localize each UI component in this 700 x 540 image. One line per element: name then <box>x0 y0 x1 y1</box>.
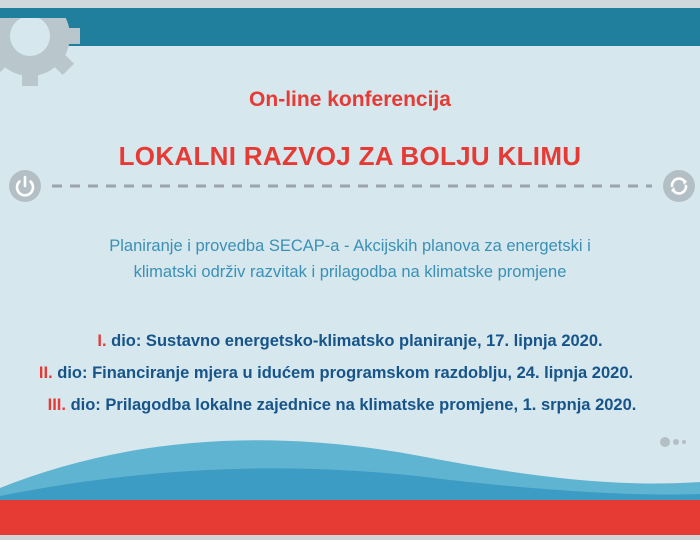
top-bar <box>0 8 700 46</box>
part-number: II. <box>38 364 53 382</box>
part-item-3 <box>0 396 692 415</box>
bottom-bar <box>0 500 700 535</box>
part-text: dio: Financiranje mjera u idućem programskom razdoblju, 24. lipnja 2020. <box>52 364 634 382</box>
conference-description <box>0 233 700 285</box>
gear-icon <box>0 18 90 98</box>
conference-type: On-line konferencija <box>249 88 451 111</box>
description-line-2: klimatski održiv razvitak i prilagodba na klimatske promjene <box>133 263 567 281</box>
power-icon[interactable] <box>8 169 42 203</box>
top-frame <box>0 0 700 8</box>
part-item-2 <box>0 364 686 383</box>
refresh-icon[interactable] <box>662 169 696 203</box>
conference-title: LOKALNI RAZVOJ ZA BOLJU KLIMU <box>118 141 582 171</box>
part-number: I. <box>97 332 107 350</box>
description-line-1: Planiranje i provedba SECAP-a - Akcijskih planova za energetski i <box>109 237 591 255</box>
part-text: dio: Sustavno energetsko-klimatsko planiranje, 17. lipnja 2020. <box>106 332 603 350</box>
part-item-1 <box>0 332 700 351</box>
part-number: III. <box>47 396 66 414</box>
bottom-frame <box>0 535 700 540</box>
part-text: dio: Prilagodba lokalne zajednice na klimatske promjene, 1. srpnja 2020. <box>65 396 637 414</box>
dashed-divider <box>52 184 652 188</box>
decorative-wave <box>0 430 700 505</box>
